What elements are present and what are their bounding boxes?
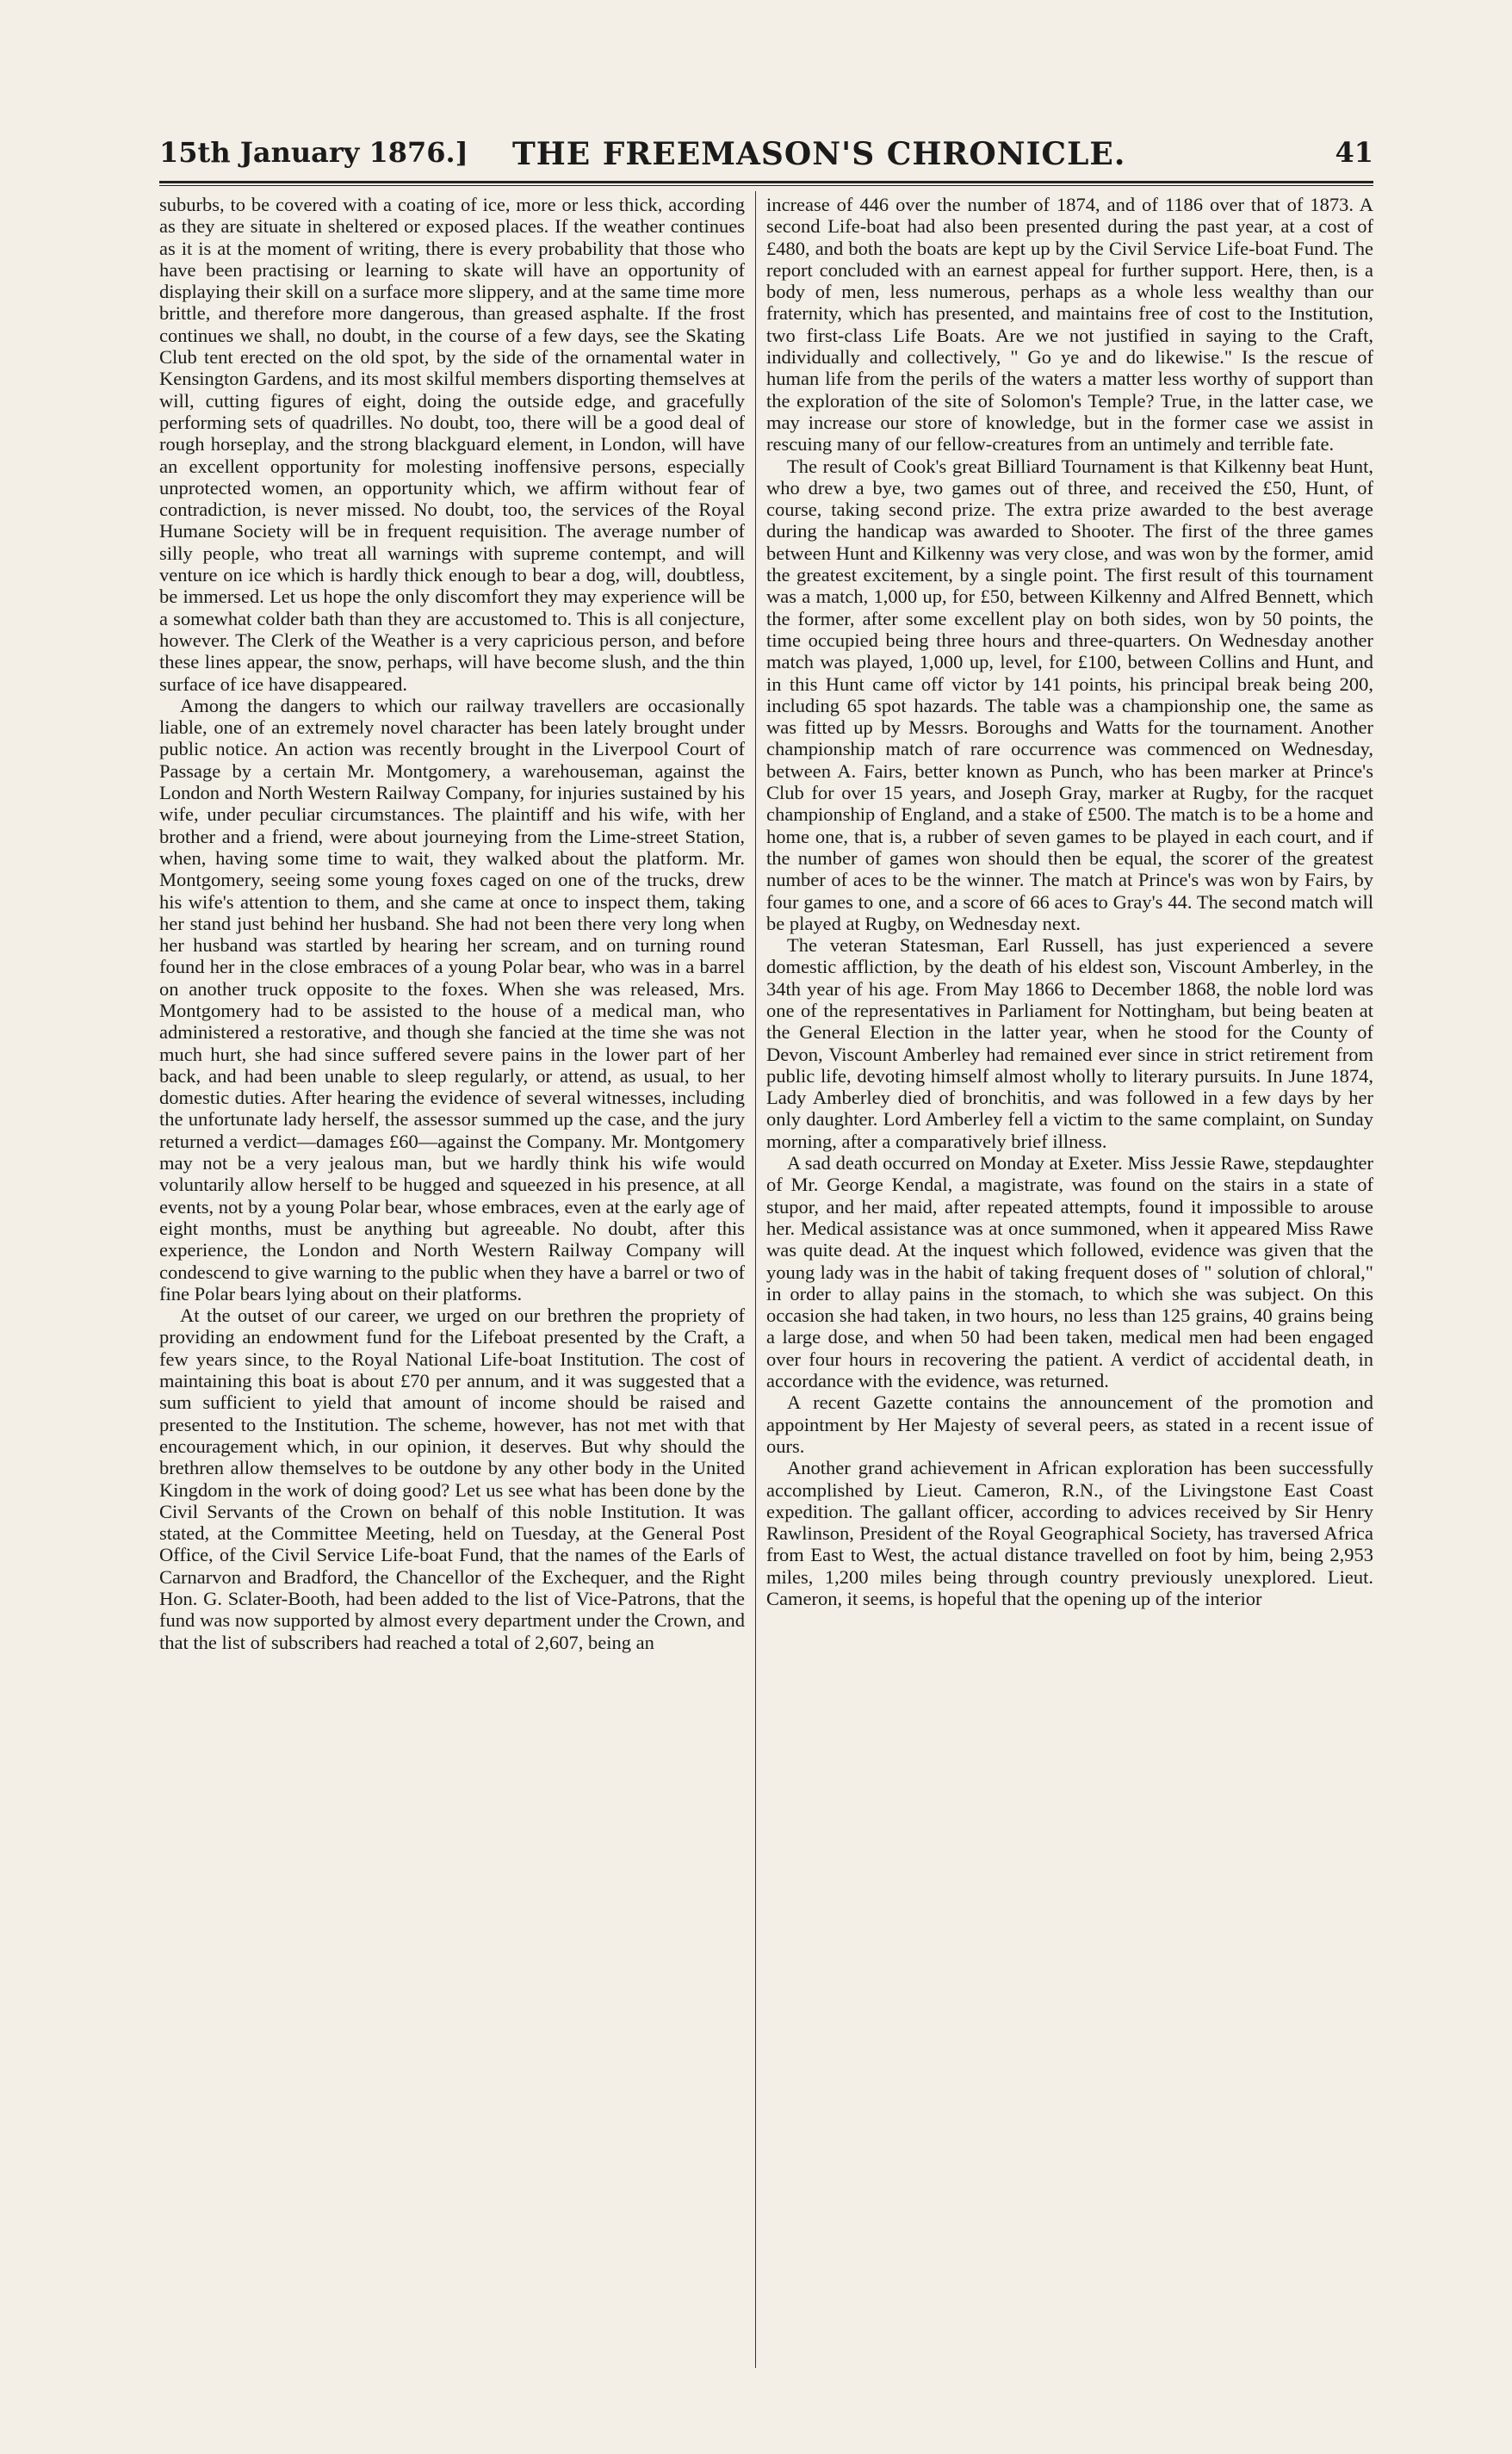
left-column	[159, 194, 745, 2364]
article-paragraph: Another grand achievement in African exploration has been successfully accomplished by Lieut. Cameron, R.N., of the Livingstone East Coast expedition. The gallant officer, according to advices received by Sir Henry Rawlinson, President of the Royal Geographical Society, has traversed Africa from East to West, the actual distance travelled on foot by him, being 2,953 miles, 1,200 miles being through country previously unexplored. Lieut. Cameron, it seems, is hopeful that the opening up of the interior	[766, 1457, 1373, 1609]
issue-date: 15th January 1876.]	[159, 136, 468, 169]
article-paragraph: Among the dangers to which our railway travellers are occasionally liable, one of an extremely novel character has been lately brought under public notice. An action was recently brought in the Liverpool Court of Passage by a certain Mr. Montgomery, a warehouseman, against the London and North Western Railway Company, for injuries sustained by his wife, under peculiar circumstances. The plaintiff and his wife, with her brother and a friend, were about journeying from the Lime-street Station, when, having some time to wait, they walked about the platform. Mr. Montgomery, seeing some young foxes caged on one of the trucks, drew his wife's attention to them, and she came at once to inspect them, taking her stand just behind her husband. She had not been there very long when her husband was startled by hearing her scream, and on turning round found her in the close embraces of a young Polar bear, who was in a barrel on another truck opposite to the foxes. When she was released, Mrs. Montgomery had to be assisted to the house of a medical man, who administered a restorative, and though she fancied at the time she was not much hurt, she had since suffered severe pains in the lower part of her back, and had been unable to sleep regularly, or attend, as usual, to her domestic duties. After hearing the evidence of several witnesses, including the unfortunate lady herself, the assessor summed up the case, and the jury returned a verdict—damages £60—against the Company. Mr. Montgomery may not be a very jealous man, but we hardly think his wife would voluntarily allow herself to be hugged and squeezed in his presence, at all events, not by a young Polar bear, whose embraces, even at the early age of eight months, must be anything but agreeable. No doubt, after this experience, the London and North Western Railway Company will condescend to give warning to the public when they have a barrel or two of fine Polar bears lying about on their platforms.	[159, 694, 745, 1304]
article-paragraph: A recent Gazette contains the announcement of the promotion and appointment by Her Majesty of several peers, as stated in a recent issue of ours.	[766, 1391, 1373, 1457]
article-paragraph: increase of 446 over the number of 1874, and of 1186 over that of 1873. A second Life-boat had also been presented during the past year, at a cost of £480, and both the boats are kept up by the Civil Service Life-boat Fund. The report concluded with an earnest appeal for further support. Here, then, is a body of men, less numerous, perhaps as a whole less wealthy than our fraternity, which has presented, and maintains free of cost to the Institution, two first-class Life Boats. Are we not justified in saying to the Craft, individually and collectively, " Go ye and do likewise." Is the rescue of human life from the perils of the waters a matter less worthy of support than the exploration of the site of Solomon's Temple? True, in the latter case, we may increase our store of knowledge, but in the former case we assist in rescuing many of our fellow-creatures from an untimely and terrible fate.	[766, 194, 1373, 455]
header-rule	[159, 181, 1373, 183]
right-column	[766, 194, 1373, 2364]
article-paragraph: At the outset of our career, we urged on our brethren the propriety of providing an endowment fund for the Lifeboat presented by the Craft, a few years since, to the Royal National Life-boat Institution. The cost of maintaining this boat is about £70 per annum, and it was suggested that a sum sufficient to yield that amount of income should be raised and presented to the Institution. The scheme, however, has not met with that encouragement which, in our opinion, it deserves. But why should the brethren allow themselves to be outdone by any other body in the United Kingdom in the work of doing good? Let us see what has been done by the Civil Servants of the Crown on behalf of this noble Institution. It was stated, at the Committee Meeting, held on Tuesday, at the General Post Office, of the Civil Service Life-boat Fund, that the names of the Earls of Carnarvon and Bradford, the Chancellor of the Exchequer, and the Right Hon. G. Sclater-Booth, had been added to the list of Vice-Patrons, that the fund was now supported by almost every department under the Crown, and that the list of subscribers had reached a total of 2,607, being an	[159, 1304, 745, 1653]
column-divider	[755, 191, 756, 2368]
article-paragraph: suburbs, to be covered with a coating of ice, more or less thick, according as they are situate in sheltered or exposed places. If the weather continues as it is at the moment of writing, there is every probability that those who have been practising or learning to skate will have an opportunity of displaying their skill on a surface more slippery, and at the same time more brittle, and therefore more dangerous, than greased asphalte. If the frost continues we shall, no doubt, in the course of a few days, see the Skating Club tent erected on the old spot, by the side of the ornamental water in Kensington Gardens, and its most skilful members disporting themselves at will, cutting figures of eight, doing the outside edge, and gracefully performing sets of quadrilles. No doubt, too, there will be a good deal of rough horseplay, and the strong blackguard element, in London, will have an excellent opportunity for molesting inoffensive persons, especially unprotected women, an opportunity which, we affirm without fear of contradiction, is never missed. No doubt, too, the services of the Royal Humane Society will be in frequent requisition. The average number of silly people, who treat all warnings with supreme contempt, and will venture on ice which is hardly thick enough to bear a dog, will, doubtless, be immersed. Let us hope the only discomfort they may experience will be a somewhat colder bath than they are accustomed to. This is all conjecture, however. The Clerk of the Weather is a very capricious person, and before these lines appear, the snow, perhaps, will have become slush, and the thin surface of ice have disappeared.	[159, 194, 745, 695]
publication-title: THE FREEMASON'S CHRONICLE.	[512, 136, 1126, 172]
article-paragraph: The result of Cook's great Billiard Tournament is that Kilkenny beat Hunt, who drew a bye, two games out of three, and received the £50, Hunt, of course, taking second prize. The extra prize awarded to the best average during the handicap was awarded to Shooter. The first of the three games between Hunt and Kilkenny was very close, and was won by the former, amid the greatest excitement, by a single point. The first result of this tournament was a match, 1,000 up, for £50, between Kilkenny and Alfred Bennett, which the former, after some excellent play on both sides, won by 50 points, the time occupied being three hours and three-quarters. On Wednesday another match was played, 1,000 up, level, for £100, between Collins and Hunt, and in this Hunt came off victor by 141 points, his principal break being 200, including 65 spot hazards. The table was a championship one, the same as was fitted up by Messrs. Boroughs and Watts for the tournament. Another championship match of rare occurrence was commenced on Wednesday, between A. Fairs, better known as Punch, who has been marker at Prince's Club for over 15 years, and Joseph Gray, marker at Rugby, for the racquet championship of England, and a stake of £500. The match is to be a home and home one, that is, a rubber of seven games to be played in each court, and if the number of games won should then be equal, the scorer of the greatest number of aces to be the winner. The match at Prince's was won by Fairs, by four games to one, and a score of 66 aces to Gray's 44. The second match will be played at Rugby, on Wednesday next.	[766, 455, 1373, 934]
article-paragraph: A sad death occurred on Monday at Exeter. Miss Jessie Rawe, stepdaughter of Mr. George Kendal, a magistrate, was found on the stairs in a state of stupor, and her maid, after repeated attempts, found it impossible to arouse her. Medical assistance was at once summoned, when it appeared Miss Rawe was quite dead. At the inquest which followed, evidence was given that the young lady was in the habit of taking frequent doses of " solution of chloral," in order to allay pains in the stomach, to which she was subject. On this occasion she had taken, in two hours, no less than 125 grains, 40 grains being a large dose, and when 50 had been taken, medical men had been engaged over four hours in recovering the patient. A verdict of accidental death, in accordance with the evidence, was returned.	[766, 1152, 1373, 1392]
page-header	[159, 129, 1373, 181]
header-rule-thin	[159, 185, 1373, 186]
page-number: 41	[1335, 136, 1373, 169]
article-paragraph: The veteran Statesman, Earl Russell, has just experienced a severe domestic affliction, by the death of his eldest son, Viscount Amberley, in the 34th year of his age. From May 1866 to December 1868, the noble lord was one of the representatives in Parliament for Nottingham, but being beaten at the General Election in the latter year, when he stood for the County of Devon, Viscount Amberley had remained ever since in strict retirement from public life, devoting himself almost wholly to literary pursuits. In June 1874, Lady Amberley died of bronchitis, and was followed in a few days by her only daughter. Lord Amberley fell a victim to the same complaint, on Sunday morning, after a comparatively brief illness.	[766, 934, 1373, 1152]
